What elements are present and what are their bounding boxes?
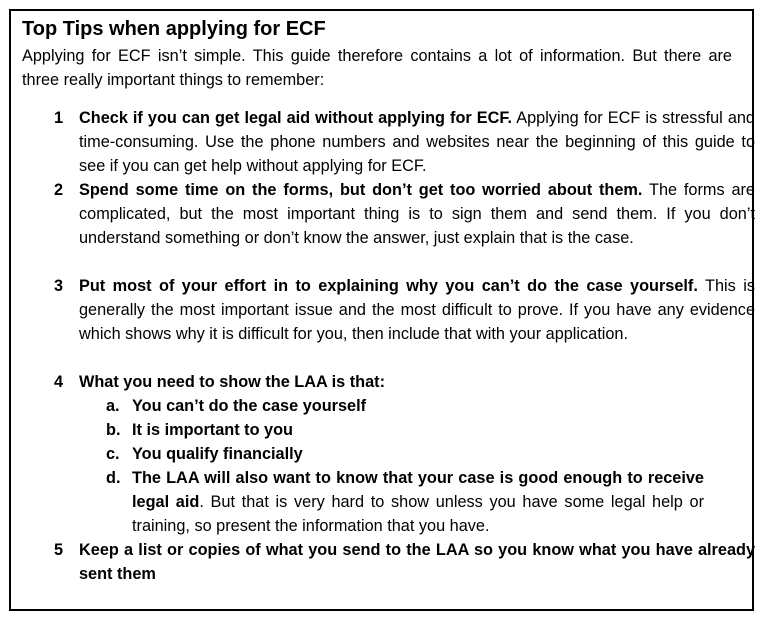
sub-heading: The LAA will also want to know that your case is good enough to receive legal aid xyxy=(132,469,704,511)
tip-text: The forms are complicated, but the most important thing is to sign them and send them. If you don’t understand something or don’t know the answer, just explain that is the case. xyxy=(79,181,755,247)
sub-text xyxy=(132,466,704,538)
tip-body xyxy=(79,538,755,586)
tip-number: 2 xyxy=(54,181,64,199)
sub-text xyxy=(132,442,704,466)
sub-detail: . But that is very hard to show unless you have some legal help or training, so present the information that you have. xyxy=(132,493,704,535)
tip-heading: Check if you can get legal aid without applying for ECF. xyxy=(79,109,513,127)
sub-text xyxy=(132,418,704,442)
tip-heading: Put most of your effort in to explaining why you can’t do the case yourself. xyxy=(79,277,698,295)
tip-body xyxy=(79,106,755,178)
tip-text: Applying for ECF is stressful and time-consuming. Use the phone numbers and websites near the beginning of this guide to see if you can get help without applying for ECF. xyxy=(79,109,755,175)
sub-text xyxy=(132,394,704,418)
sub-letter: a. xyxy=(106,397,120,415)
sub-heading: You can’t do the case yourself xyxy=(132,397,367,415)
sub-heading: You qualify financially xyxy=(132,445,303,463)
sub-letter: d. xyxy=(106,469,121,487)
tip-heading: What you need to show the LAA is that: xyxy=(79,373,386,391)
tip-body xyxy=(79,274,755,346)
sub-letter: c. xyxy=(106,445,120,463)
tip-number: 1 xyxy=(54,109,64,127)
tip-text: This is generally the most important issue and the most difficult to prove. If you have any evidence which shows why it is difficult for you, then include that with your application. xyxy=(79,277,755,343)
tip-number: 5 xyxy=(54,541,64,559)
tip-heading: Spend some time on the forms, but don’t get too worried about them. xyxy=(79,181,643,199)
tip-body xyxy=(79,370,755,394)
page-title: Top Tips when applying for ECF xyxy=(22,18,326,40)
sub-letter: b. xyxy=(106,421,121,439)
intro-paragraph: Applying for ECF isn’t simple. This guide therefore contains a lot of information. But there are three really important things to remember: xyxy=(22,47,732,89)
tip-heading: Keep a list or copies of what you send to the LAA so you know what you have already sent them xyxy=(79,541,755,583)
tip-body xyxy=(79,178,755,250)
tip-number: 3 xyxy=(54,277,64,295)
tip-number: 4 xyxy=(54,373,64,391)
sub-heading: It is important to you xyxy=(132,421,293,439)
